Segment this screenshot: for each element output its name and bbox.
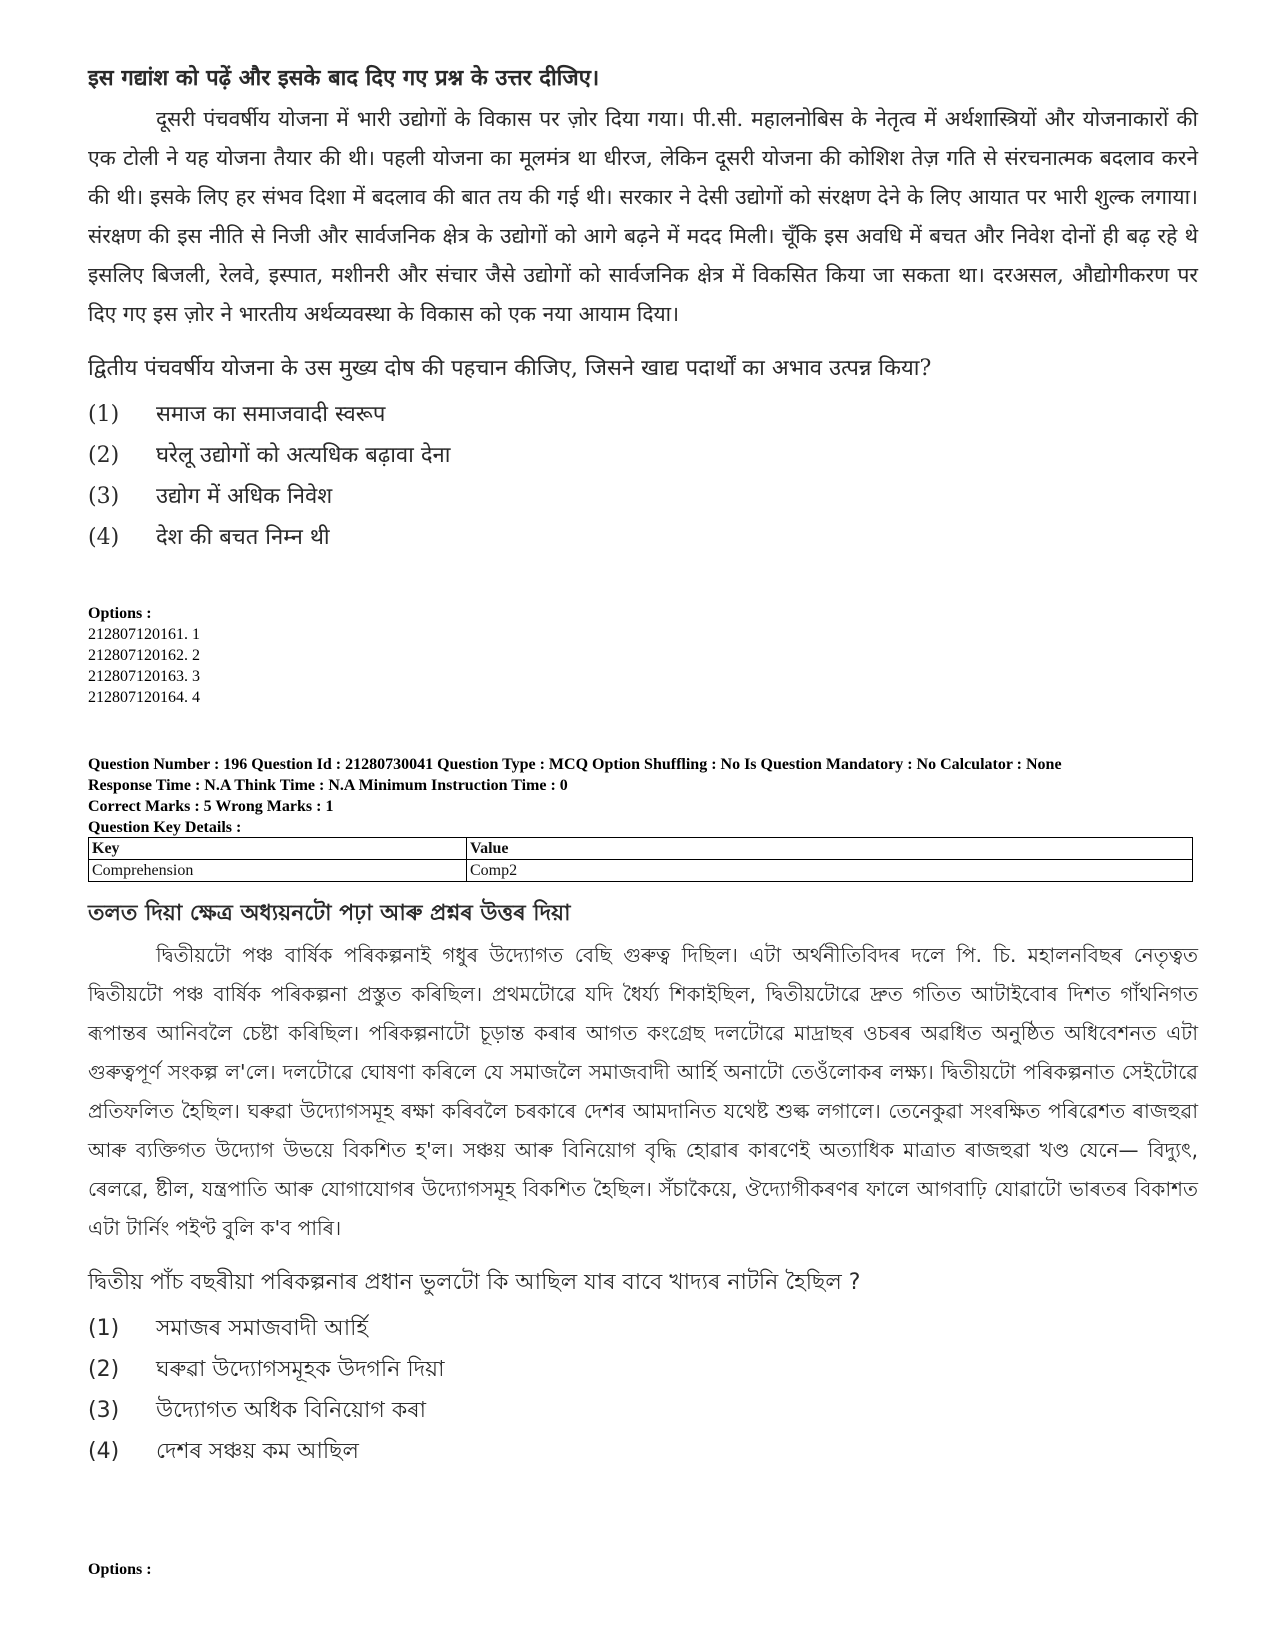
choice-text: घरेलू उद्योगों को अत्यधिक बढ़ावा देना: [156, 443, 451, 468]
hindi-question: द्वितीय पंचवर्षीय योजना के उस मुख्य दोष की पहचान कीजिए, जिसने खाद्य पदार्थों का अभाव उत्पन्न किया?: [88, 356, 932, 381]
hindi-heading: इस गद्यांश को पढ़ें और इसके बाद दिए गए प्रश्न के उत्तर दीजिए।: [88, 65, 600, 91]
choice-number: (2): [88, 1357, 120, 1382]
hindi-passage: दूसरी पंचवर्षीय योजना में भारी उद्योगों के विकास पर ज़ोर दिया गया। पी.सी. महालनोबिस के नेतृत्व में अर्थशास्त्रियों और योजनाकारों की एक टोली ने यह योजना तैयार की थी। पहली योजना का मूलमंत्र था धीरज, लेकिन दूसरी योजना की कोशिश तेज़ गति से संरचनात्मक बदलाव करने की थी। इसके लिए हर संभव दिशा में बदलाव की बात तय की गई थी। सरकार ने देसी उद्योगों को संरक्षण देने के लिए आयात पर भारी शुल्क लगाया। संरक्षण की इस नीति से निजी और सार्वजनिक क्षेत्र के उद्योगों को आगे बढ़ने में मदद मिली। चूँकि इस अवधि में बचत और निवेश दोनों ही बढ़ रहे थे इसलिए बिजली, रेलवे, इस्पात, मशीनरी और संचार जैसे उद्योगों को सार्वजनिक क्षेत्र में विकसित किया जा सकता था। दरअसल, औद्योगीकरण पर दिए गए इस ज़ोर ने भारतीय अर्थव्यवस्था के विकास को एक नया आयाम दिया।: [88, 107, 1198, 326]
choice-number: (3): [88, 484, 120, 509]
assamese-question: দ্বিতীয় পাঁচ বছৰীয়া পৰিকল্পনাৰ প্ৰধান ভুলটো কি আছিল যাৰ বাবে খাদ্যৰ নাটনি হৈছিল ?: [88, 1270, 861, 1295]
choice-number: (3): [88, 1398, 120, 1423]
key-cell: Comprehension: [89, 860, 467, 882]
marks-line: Correct Marks : 5 Wrong Marks : 1: [88, 798, 334, 815]
key-details-label: Question Key Details :: [88, 819, 242, 836]
hindi-choice: [88, 476, 1198, 517]
value-header: Value: [467, 838, 1193, 860]
choice-text: দেশৰ সঞ্চয় কম আছিল: [156, 1439, 359, 1464]
options-list-1: [88, 603, 200, 708]
assamese-passage: দ্বিতীয়টো পঞ্চ বাৰ্ষিক পৰিকল্পনাই গধুৰ উদ্যোগত বেছি গুৰুত্ব দিছিল। এটা অৰ্থনীতিবিদৰ দলে পি. চি. মহালনবিছৰ নেতৃত্বত দ্বিতীয়টো পঞ্চ বাৰ্ষিক পৰিকল্পনা প্ৰস্তুত কৰিছিল। প্ৰথমটোৱে যদি ধৈৰ্য্য শিকাইছিল, দ্বিতীয়টোৱে দ্ৰুত গতিত আটাইবোৰ দিশত গাঁথনিগত ৰূপান্তৰ আনিবলৈ চেষ্টা কৰিছিল। পৰিকল্পনাটো চূড়ান্ত কৰাৰ আগত কংগ্ৰেছ দলটোৱে মাদ্ৰাছৰ ওচৰৰ অৱধিত অনুষ্ঠিত অধিবেশনত এটা গুৰুত্বপূৰ্ণ সংকল্প ল'লে। দলটোৱে ঘোষণা কৰিলে যে সমাজলৈ সমাজবাদী আৰ্হি অনাটো তেওঁলোকৰ লক্ষ্য। দ্বিতীয়টো পৰিকল্পনাত সেইটোৱে প্ৰতিফলিত হৈছিল। ঘৰুৱা উদ্যোগসমূহ ৰক্ষা কৰিবলৈ চৰকাৰে দেশৰ আমদানিত যথেষ্ট শুল্ক লগালে। তেনেকুৱা সংৰক্ষিত পৰিৱেশত ৰাজহুৱা আৰু ব্যক্তিগত উদ্যোগ উভয়ে বিকশিত হ'ল। সঞ্চয় আৰু বিনিয়োগ বৃদ্ধি হোৱাৰ কাৰণেই অত্যাধিক মাত্ৰাত ৰাজহুৱা খণ্ড যেনে— বিদ্যুৎ, ৰেলৱে, ষ্টীল, যন্ত্ৰপাতি আৰু যোগাযোগৰ উদ্যোগসমূহ বিকশিত হৈছিল। সঁচাকৈয়ে, ঔদ্যোগীকৰণৰ ফালে আগবাঢ়ি যোৱাটো ভাৰতৰ বিকাশত এটা টাৰ্নিং পইণ্ট বুলি ক'ব পাৰি।: [88, 943, 1198, 1240]
question-key-table: [88, 837, 1193, 882]
assamese-heading: তলত দিয়া ক্ষেত্র অধ্যয়নটো পঢ়া আৰু প্ৰশ্নৰ উত্তৰ দিয়া: [88, 901, 571, 926]
hindi-choice: [88, 394, 1198, 435]
option-item: 212807120162. 2: [88, 647, 200, 664]
choice-text: उद्योग में अधिक निवेश: [156, 484, 333, 509]
assamese-comprehension-image: [88, 898, 1198, 1472]
assamese-choice: [88, 1390, 1198, 1431]
assamese-choice: [88, 1308, 1198, 1349]
choice-text: উদ্যোগত অধিক বিনিয়োগ কৰা: [156, 1398, 426, 1423]
question-metadata: [88, 754, 1228, 838]
choice-number: (4): [88, 525, 120, 550]
question-info-line: Question Number : 196 Question Id : 21280730041 Question Type : MCQ Option Shuffling : No Is Question Mandatory : No Calculator : None: [88, 756, 1062, 773]
hindi-choice: [88, 435, 1198, 476]
choice-number: (1): [88, 402, 120, 427]
assamese-choice: [88, 1349, 1198, 1390]
option-item: 212807120161. 1: [88, 626, 200, 643]
table-row: [89, 860, 1193, 882]
response-time-line: Response Time : N.A Think Time : N.A Minimum Instruction Time : 0: [88, 777, 568, 794]
hindi-comprehension-image: [88, 62, 1198, 558]
options-label-2: Options :: [88, 1561, 152, 1578]
choice-text: देश की बचत निम्न थी: [156, 525, 330, 550]
assamese-choice: [88, 1431, 1198, 1472]
choice-text: সমাজৰ সমাজবাদী আৰ্হি: [156, 1316, 368, 1341]
key-header: Key: [89, 838, 467, 860]
choice-text: समाज का समाजवादी स्वरूप: [156, 402, 386, 427]
choice-number: (2): [88, 443, 120, 468]
option-item: 212807120163. 3: [88, 668, 200, 685]
choice-number: (1): [88, 1316, 120, 1341]
hindi-choice: [88, 517, 1198, 558]
choice-number: (4): [88, 1439, 120, 1464]
option-item: 212807120164. 4: [88, 689, 200, 706]
choice-text: ঘৰুৱা উদ্যোগসমূহক উদগনি দিয়া: [156, 1357, 445, 1382]
options-label: Options :: [88, 605, 152, 622]
table-header-row: [89, 838, 1193, 860]
value-cell: Comp2: [467, 860, 1193, 882]
